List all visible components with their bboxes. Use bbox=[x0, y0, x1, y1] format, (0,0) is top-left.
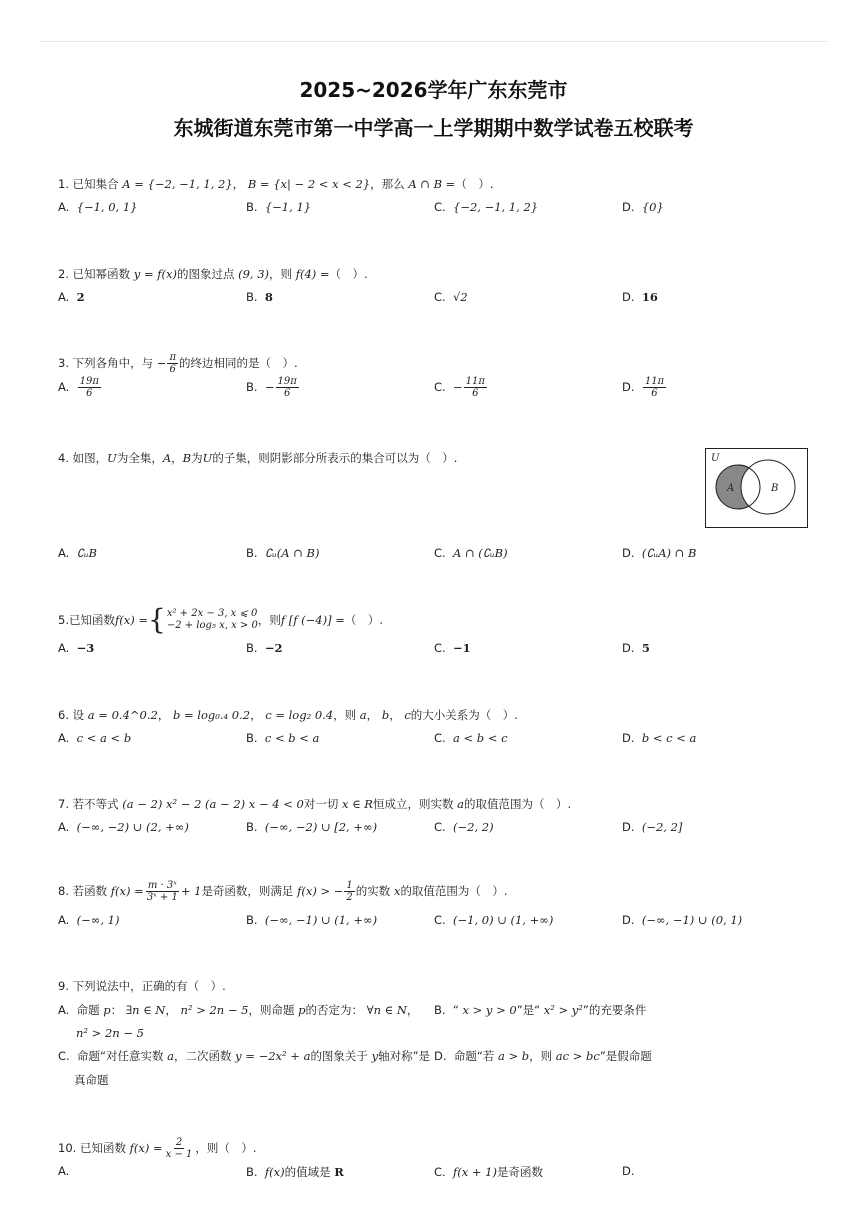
question-10-stem bbox=[58, 1137, 257, 1160]
math-intersection: A ∩ B = bbox=[408, 177, 456, 191]
question-5-option-d[interactable] bbox=[622, 641, 650, 655]
fraction bbox=[164, 1137, 195, 1160]
option-text: 真命题 bbox=[74, 1073, 109, 1087]
option-text: c < a < b bbox=[76, 731, 132, 745]
math-function: y = f(x) bbox=[133, 267, 177, 281]
fraction bbox=[464, 376, 487, 399]
fraction-numerator: π bbox=[169, 352, 177, 363]
stem-text: 如图， bbox=[72, 451, 108, 465]
option-text: c < b < a bbox=[264, 731, 320, 745]
stem-text: 的实数 bbox=[355, 884, 394, 898]
venn-label-b: B bbox=[771, 483, 779, 494]
option-label: C. bbox=[434, 731, 446, 745]
question-9-option-d[interactable] bbox=[434, 1048, 652, 1064]
option-text: 的否定为： bbox=[305, 1003, 367, 1017]
question-5-stem bbox=[58, 603, 384, 636]
option-text: ，则命题 bbox=[248, 1003, 299, 1017]
option-label: B. bbox=[246, 380, 258, 394]
math-point: (9, 3) bbox=[238, 267, 270, 281]
question-2-stem bbox=[58, 266, 368, 282]
question-10-option-b[interactable] bbox=[246, 1164, 344, 1180]
venn-label-a: A bbox=[727, 483, 735, 494]
math-quantifier: ∃n ∈ N bbox=[125, 1003, 166, 1017]
stem-text: （ ）. bbox=[329, 267, 368, 281]
question-3-option-a[interactable] bbox=[58, 376, 102, 399]
stem-text: 下列各角中，与 bbox=[72, 356, 157, 370]
stem-text: ，那么 bbox=[370, 177, 409, 191]
option-label: A. bbox=[58, 641, 70, 655]
option-label: A. bbox=[58, 1003, 70, 1017]
option-label: B. bbox=[434, 1003, 446, 1017]
option-label: B. bbox=[246, 820, 258, 834]
math-var: x bbox=[393, 884, 401, 898]
math-var: b bbox=[381, 708, 390, 722]
option-label: A. bbox=[58, 1164, 70, 1178]
stem-text: ，则 bbox=[269, 267, 296, 281]
question-7-option-d[interactable] bbox=[622, 820, 682, 834]
option-text: ，则 bbox=[529, 1049, 556, 1063]
question-number: 3. bbox=[58, 356, 73, 370]
math-var: a bbox=[457, 797, 464, 811]
question-number: 1. bbox=[58, 177, 73, 191]
stem-text: ， bbox=[157, 708, 173, 722]
question-9-option-c[interactable] bbox=[58, 1048, 430, 1064]
top-rule bbox=[40, 41, 827, 42]
question-4-stem bbox=[58, 450, 457, 466]
question-2-option-a[interactable] bbox=[58, 290, 85, 304]
option-text: 命题“对任意实数 bbox=[77, 1049, 168, 1063]
option-label: B. bbox=[246, 641, 258, 655]
option-text: (−1, 0) ∪ (1, +∞) bbox=[453, 913, 554, 927]
option-label: B. bbox=[246, 290, 258, 304]
question-9-option-a[interactable] bbox=[58, 1002, 418, 1018]
option-label: D. bbox=[622, 200, 635, 214]
option-text: {0} bbox=[641, 200, 664, 214]
option-text: “ bbox=[452, 1003, 463, 1017]
stem-text: ，则 bbox=[257, 613, 281, 627]
question-4-option-d[interactable] bbox=[622, 546, 696, 560]
fraction-denominator: 6 bbox=[283, 388, 291, 399]
option-label: D. bbox=[622, 731, 635, 745]
math-set-b: B = {x| − 2 < x < 2} bbox=[247, 177, 371, 191]
piecewise-cases bbox=[167, 608, 258, 632]
math-inequality: x² > y² bbox=[543, 1003, 583, 1017]
question-6-option-b[interactable] bbox=[246, 731, 319, 745]
option-label: C. bbox=[434, 546, 446, 560]
option-text: {−1, 0, 1} bbox=[76, 200, 138, 214]
option-text: −1 bbox=[453, 641, 471, 655]
question-4-option-c[interactable] bbox=[434, 546, 508, 560]
option-label: D. bbox=[622, 913, 635, 927]
stem-text: （ ）. bbox=[455, 177, 494, 191]
option-label: C. bbox=[58, 1049, 70, 1063]
option-label: C. bbox=[434, 290, 446, 304]
option-text: −2 bbox=[264, 641, 283, 655]
question-6-option-a[interactable] bbox=[58, 731, 131, 745]
question-10-option-c[interactable] bbox=[434, 1164, 543, 1180]
question-7-option-b[interactable] bbox=[246, 820, 377, 834]
option-text: (−2, 2] bbox=[641, 820, 683, 834]
question-7-option-a[interactable] bbox=[58, 820, 189, 834]
question-10-option-d[interactable] bbox=[622, 1164, 635, 1178]
fraction-numerator: m · 3ˣ bbox=[147, 880, 177, 891]
question-5-option-a[interactable] bbox=[58, 641, 94, 655]
question-8-option-d[interactable] bbox=[622, 913, 742, 927]
fraction-numerator: 1 bbox=[346, 880, 353, 891]
option-label: D. bbox=[622, 820, 635, 834]
option-label: A. bbox=[58, 290, 70, 304]
venn-diagram bbox=[705, 448, 808, 528]
math-var: y bbox=[371, 1049, 379, 1063]
question-8-option-a[interactable] bbox=[58, 913, 119, 927]
math-inequality: ac > bc bbox=[555, 1049, 600, 1063]
math-var: p bbox=[103, 1003, 111, 1017]
math-var: p bbox=[298, 1003, 306, 1017]
fraction bbox=[344, 880, 354, 903]
option-text: 命题 bbox=[76, 1003, 104, 1017]
stem-text: 的取值范围为（ ）. bbox=[400, 884, 508, 898]
stem-text: ， bbox=[250, 708, 266, 722]
option-label: A. bbox=[58, 731, 70, 745]
stem-text: 的子集，则阴影部分所表示的集合可以为（ ）. bbox=[212, 451, 458, 465]
option-text: ”是假命题 bbox=[599, 1049, 652, 1063]
option-text: 轴对称”是 bbox=[378, 1049, 431, 1063]
option-text: 是奇函数 bbox=[496, 1165, 543, 1179]
question-1-stem bbox=[58, 176, 493, 192]
stem-text: 为 bbox=[191, 451, 203, 465]
option-label: A. bbox=[58, 546, 70, 560]
fraction bbox=[145, 880, 180, 903]
piecewise-case-2: −2 + log₅ x, x > 0 bbox=[166, 620, 258, 631]
option-label: A. bbox=[58, 913, 70, 927]
option-label: C. bbox=[434, 380, 446, 394]
question-number: 8. bbox=[58, 884, 73, 898]
option-text: (−∞, −1) ∪ (1, +∞) bbox=[264, 913, 378, 927]
stem-text: 对一切 bbox=[303, 797, 342, 811]
fraction-denominator: 2 bbox=[346, 892, 353, 903]
question-4-option-b[interactable] bbox=[246, 546, 319, 560]
question-2-option-c[interactable] bbox=[434, 290, 468, 304]
option-label: D. bbox=[622, 380, 635, 394]
question-8-stem bbox=[58, 880, 508, 903]
question-9-option-a-continued bbox=[76, 1026, 144, 1040]
math-sign: − bbox=[264, 380, 275, 394]
question-1-option-a[interactable] bbox=[58, 200, 137, 214]
stem-text: 若函数 bbox=[72, 884, 111, 898]
option-label: D. bbox=[622, 1164, 635, 1178]
math-sign: − bbox=[156, 356, 167, 370]
option-text: a < b < c bbox=[453, 731, 508, 745]
math-var: a bbox=[359, 708, 367, 722]
option-text: (∁ᵤA) ∩ B bbox=[641, 546, 697, 560]
stem-text: 恒成立，则实数 bbox=[372, 797, 458, 811]
option-text: (−∞, −2) ∪ [2, +∞) bbox=[264, 820, 378, 834]
question-3-option-c[interactable] bbox=[434, 376, 488, 399]
fraction bbox=[167, 352, 178, 375]
stem-text: 已知函数 bbox=[68, 613, 115, 627]
fraction bbox=[276, 376, 299, 399]
math-inequality: a > b bbox=[497, 1049, 530, 1063]
question-4-option-a[interactable] bbox=[58, 546, 97, 560]
option-label: C. bbox=[434, 200, 446, 214]
stem-text: （ ）. bbox=[344, 613, 384, 627]
option-text: 的图象关于 bbox=[310, 1049, 372, 1063]
stem-text: 的终边相同的是（ ）. bbox=[179, 356, 298, 370]
piecewise-brace: { bbox=[148, 603, 166, 636]
fraction bbox=[643, 376, 666, 399]
option-label: B. bbox=[246, 200, 258, 214]
math-expression: + 1 bbox=[180, 884, 202, 898]
math-var: B bbox=[182, 451, 192, 465]
option-label: C. bbox=[434, 641, 446, 655]
option-text: {−2, −1, 1, 2} bbox=[453, 200, 539, 214]
stem-text: ，则 bbox=[333, 708, 360, 722]
fraction-denominator: 6 bbox=[472, 388, 479, 399]
stem-text: ， bbox=[366, 708, 382, 722]
option-text: ”是“ bbox=[516, 1003, 544, 1017]
math-inequality: (a − 2) x² − 2 (a − 2) x − 4 < 0 bbox=[122, 797, 304, 811]
math-function: f(x) = bbox=[110, 884, 144, 898]
math-def-c: c = log₂ 0.4 bbox=[265, 708, 334, 722]
question-9-option-b[interactable] bbox=[434, 1002, 646, 1018]
fraction-numerator: 11π bbox=[644, 376, 665, 387]
question-7-stem bbox=[58, 796, 571, 812]
question-1-option-c[interactable] bbox=[434, 200, 538, 214]
fraction-denominator: 6 bbox=[651, 388, 658, 399]
math-expression: f(4) = bbox=[295, 267, 330, 281]
question-number: 10. bbox=[58, 1141, 80, 1155]
math-function: f(x) = bbox=[129, 1141, 163, 1155]
option-text: ∁ᵤ(A ∩ B) bbox=[264, 546, 320, 560]
stem-text: 下列说法中，正确的有（ ）. bbox=[72, 979, 226, 993]
math-inequality: n² > 2n − 5 bbox=[76, 1026, 144, 1040]
question-1-option-d[interactable] bbox=[622, 200, 664, 214]
question-7-option-c[interactable] bbox=[434, 820, 494, 834]
option-text: 的值域是 bbox=[284, 1165, 335, 1179]
question-9-stem bbox=[58, 978, 226, 994]
question-3-option-b[interactable] bbox=[246, 376, 300, 399]
math-var: a bbox=[167, 1049, 174, 1063]
math-quantifier: ∀n ∈ N bbox=[366, 1003, 407, 1017]
option-text: {−1, 1} bbox=[264, 200, 312, 214]
question-number: 2. bbox=[58, 267, 73, 281]
fraction-numerator: 11π bbox=[465, 376, 485, 387]
math-domain: x ∈ R bbox=[341, 797, 373, 811]
option-label: D. bbox=[622, 641, 635, 655]
math-var: U bbox=[107, 451, 117, 465]
math-inequality: f(x) > − bbox=[297, 884, 344, 898]
stem-text: 的大小关系为（ ）. bbox=[410, 708, 518, 722]
option-text: √2 bbox=[453, 290, 468, 304]
option-text: (−∞, 1) bbox=[76, 913, 120, 927]
question-8-option-b[interactable] bbox=[246, 913, 377, 927]
fraction-numerator: 19π bbox=[79, 376, 99, 387]
math-function: f(x) = bbox=[114, 613, 148, 627]
option-text: −3 bbox=[76, 641, 95, 655]
stem-text: 已知函数 bbox=[79, 1141, 130, 1155]
question-number: 7. bbox=[58, 797, 73, 811]
option-text: (−∞, −1) ∪ (0, 1) bbox=[641, 913, 743, 927]
stem-text: 的取值范围为（ ）. bbox=[463, 797, 572, 811]
option-text: ∁ᵤB bbox=[76, 546, 97, 560]
fraction-denominator: 3ˣ + 1 bbox=[146, 892, 178, 903]
stem-text: 若不等式 bbox=[72, 797, 123, 811]
stem-text: 已知幂函数 bbox=[72, 267, 134, 281]
question-6-option-d[interactable] bbox=[622, 731, 696, 745]
math-var: U bbox=[202, 451, 213, 465]
question-8-option-c[interactable] bbox=[434, 913, 553, 927]
question-2-option-d[interactable] bbox=[622, 290, 658, 304]
option-text: ”的充要条件 bbox=[582, 1003, 647, 1017]
question-1-option-b[interactable] bbox=[246, 200, 311, 214]
option-label: B. bbox=[246, 731, 258, 745]
stem-text: 已知集合 bbox=[72, 177, 123, 191]
fraction-numerator: 19π bbox=[277, 376, 297, 387]
math-function: y = −2x² + a bbox=[235, 1049, 311, 1063]
math-def-b: b = log₀.₄ 0.2 bbox=[172, 708, 251, 722]
stem-text: ， bbox=[232, 177, 248, 191]
option-label: C. bbox=[434, 1165, 446, 1179]
math-function: f(x + 1) bbox=[453, 1165, 497, 1179]
question-5-option-b[interactable] bbox=[246, 641, 283, 655]
venn-label-u: U bbox=[711, 453, 720, 464]
stem-text: ，则（ ）. bbox=[195, 1141, 257, 1155]
option-label: A. bbox=[58, 380, 70, 394]
option-label: D. bbox=[622, 546, 635, 560]
option-label: D. bbox=[434, 1049, 447, 1063]
option-text: ，二次函数 bbox=[173, 1049, 236, 1063]
question-3-option-d[interactable] bbox=[622, 376, 667, 399]
question-5-option-c[interactable] bbox=[434, 641, 471, 655]
option-text: ， bbox=[165, 1003, 181, 1017]
option-text: A ∩ (∁ᵤB) bbox=[453, 546, 508, 560]
math-inequality: n² > 2n − 5 bbox=[180, 1003, 249, 1017]
option-label: C. bbox=[434, 913, 446, 927]
fraction bbox=[78, 376, 101, 399]
option-label: A. bbox=[58, 820, 70, 834]
stem-text: ， bbox=[171, 451, 183, 465]
question-9-option-c-continued bbox=[74, 1072, 109, 1088]
option-text: ： bbox=[110, 1003, 126, 1017]
option-text: 命题“若 bbox=[453, 1049, 498, 1063]
math-set: R bbox=[334, 1165, 344, 1179]
fraction-denominator: x − 1 bbox=[165, 1149, 193, 1160]
option-label: D. bbox=[622, 290, 635, 304]
stem-text: 为全集， bbox=[116, 451, 163, 465]
option-label: B. bbox=[246, 913, 258, 927]
fraction-numerator: 2 bbox=[175, 1137, 183, 1148]
question-number: 6. bbox=[58, 708, 73, 722]
piecewise-case-1: x² + 2x − 3, x ⩽ 0 bbox=[166, 608, 258, 619]
fraction-denominator: 6 bbox=[86, 388, 93, 399]
math-expression: f [f (−4)] = bbox=[280, 613, 345, 627]
math-function: f(x) bbox=[264, 1165, 285, 1179]
math-var: c bbox=[404, 708, 411, 722]
math-inequality: x > y > 0 bbox=[462, 1003, 517, 1017]
stem-text: 的图象过点 bbox=[176, 267, 239, 281]
math-sign: − bbox=[453, 380, 463, 394]
stem-text: 设 bbox=[72, 708, 88, 722]
question-number: 9. bbox=[58, 979, 73, 993]
option-text: 16 bbox=[641, 290, 658, 304]
option-text: (−∞, −2) ∪ (2, +∞) bbox=[76, 820, 189, 834]
option-text: 5 bbox=[641, 641, 650, 655]
option-label: A. bbox=[58, 200, 70, 214]
option-label: B. bbox=[246, 1165, 258, 1179]
stem-text: 是奇函数，则满足 bbox=[201, 884, 298, 898]
math-var: A bbox=[162, 451, 172, 465]
option-text: b < c < a bbox=[641, 731, 697, 745]
question-3-stem bbox=[58, 352, 298, 375]
option-text: 2 bbox=[76, 290, 85, 304]
option-label: B. bbox=[246, 546, 258, 560]
option-text: ， bbox=[406, 1003, 419, 1017]
question-number: 5. bbox=[58, 613, 69, 627]
option-text: (−2, 2) bbox=[453, 820, 494, 834]
math-def-a: a = 0.4^0.2 bbox=[87, 708, 158, 722]
math-set-a: A = {−2, −1, 1, 2} bbox=[122, 177, 233, 191]
option-label: C. bbox=[434, 820, 446, 834]
option-text: 8 bbox=[264, 290, 273, 304]
question-10-option-a[interactable] bbox=[58, 1164, 69, 1178]
question-2-option-b[interactable] bbox=[246, 290, 273, 304]
fraction-denominator: 6 bbox=[169, 364, 176, 375]
exam-title-line2: 东城街道东莞市第一中学高一上学期期中数学试卷五校联考 bbox=[173, 116, 694, 140]
question-6-option-c[interactable] bbox=[434, 731, 508, 745]
exam-title-line1: 2025~2026学年广东东莞市 bbox=[299, 78, 568, 102]
question-number: 4. bbox=[58, 451, 73, 465]
question-6-stem bbox=[58, 707, 518, 723]
stem-text: ， bbox=[389, 708, 405, 722]
